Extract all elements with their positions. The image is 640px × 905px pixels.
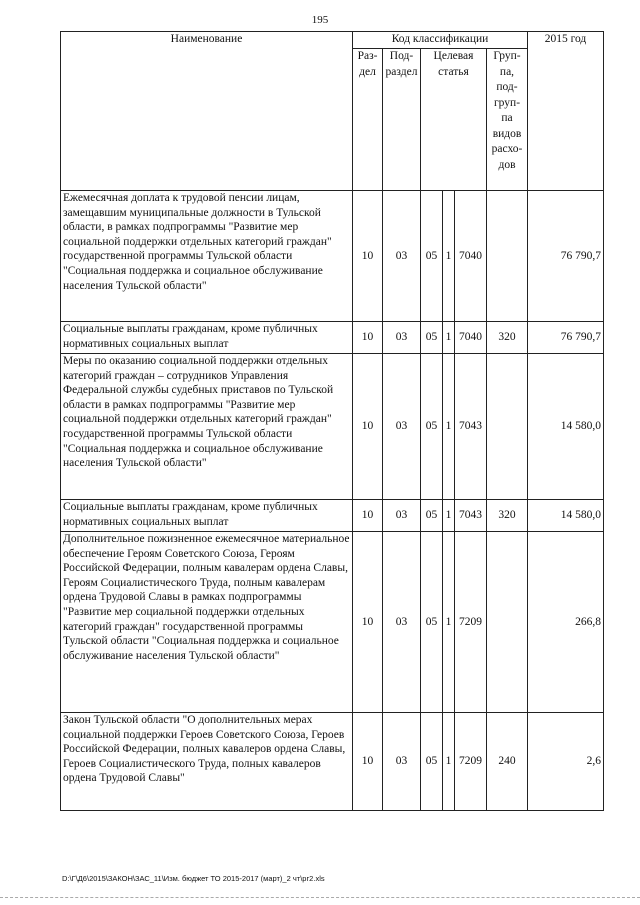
budget-table (60, 31, 604, 811)
row-target-program: 05 (421, 713, 443, 811)
row-target-program: 05 (421, 532, 443, 713)
row-target-subprogram: 1 (443, 532, 455, 713)
header-expense-group: Груп-па, под-груп-па видов расхо-дов (487, 49, 528, 191)
page-number: 195 (311, 14, 329, 26)
row-target-program: 05 (421, 500, 443, 532)
header-section: Раз-дел (353, 49, 383, 191)
row-subsection: 03 (383, 191, 421, 322)
row-section: 10 (353, 532, 383, 713)
table-row (61, 500, 604, 532)
row-section: 10 (353, 191, 383, 322)
row-section: 10 (353, 354, 383, 500)
row-amount: 76 790,7 (528, 191, 604, 322)
table-row (61, 191, 604, 322)
row-name: Социальные выплаты гражданам, кроме публичных нормативных социальных выплат (61, 322, 353, 354)
row-expense-group (487, 354, 528, 500)
file-path-footer: D:\Г\Д6\2015\ЗАКОН\ЗАС_11\Изм. бюджет ТО 2015-2017 (март)_2 чт\рг2.xls (62, 874, 325, 883)
row-name: Меры по оказанию социальной поддержки отдельных категорий граждан – сотрудников Управления Федеральной службы судебных приставов по Тульской области в рамках подпрограммы "Развитие мер социальной поддержки отдельных категорий граждан" государственной программы Тульской области "Социальная поддержка и социальное обслуживание населения Тульской области" (61, 354, 353, 500)
row-amount: 14 580,0 (528, 354, 604, 500)
row-target-program: 05 (421, 322, 443, 354)
row-target-code: 7040 (455, 322, 487, 354)
row-target-subprogram: 1 (443, 500, 455, 532)
row-target-code: 7209 (455, 532, 487, 713)
row-expense-group: 320 (487, 322, 528, 354)
header-row-top (61, 32, 604, 49)
row-section: 10 (353, 500, 383, 532)
row-section: 10 (353, 713, 383, 811)
row-expense-group: 240 (487, 713, 528, 811)
row-target-subprogram: 1 (443, 191, 455, 322)
row-amount: 266,8 (528, 532, 604, 713)
header-subsection: Под-раздел (383, 49, 421, 191)
row-target-code: 7209 (455, 713, 487, 811)
row-target-subprogram: 1 (443, 354, 455, 500)
row-name: Закон Тульской области "О дополнительных мерах социальной поддержки Героев Советского Союза, Героев Российской Федерации, полных кавалеров ордена Славы, Героев Социалистического Труда, полных кавалеров ордена Трудовой Славы" (61, 713, 353, 811)
row-amount: 2,6 (528, 713, 604, 811)
row-target-code: 7043 (455, 354, 487, 500)
row-amount: 14 580,0 (528, 500, 604, 532)
row-subsection: 03 (383, 500, 421, 532)
header-classification: Код классификации (353, 32, 528, 49)
row-target-code: 7043 (455, 500, 487, 532)
row-subsection: 03 (383, 322, 421, 354)
row-name: Социальные выплаты гражданам, кроме публичных нормативных социальных выплат (61, 500, 353, 532)
row-subsection: 03 (383, 532, 421, 713)
row-subsection: 03 (383, 354, 421, 500)
row-section: 10 (353, 322, 383, 354)
row-target-program: 05 (421, 354, 443, 500)
header-name: Наименование (61, 32, 353, 191)
row-expense-group (487, 532, 528, 713)
row-target-subprogram: 1 (443, 713, 455, 811)
table-row (61, 713, 604, 811)
row-name: Дополнительное пожизненное ежемесячное материальное обеспечение Героям Советского Союза, Героям Российской Федерации, полным кавалерам ордена Славы, Героям Социалистического Труда, полным кавалерам ордена Трудовой Славы в рамках подпрограммы "Развитие мер социальной поддержки отдельных категорий граждан" государственной программы Тульской области "Социальная поддержка и социальное обслуживание населения Тульской области" (61, 532, 353, 713)
row-expense-group: 320 (487, 500, 528, 532)
row-target-subprogram: 1 (443, 322, 455, 354)
row-name: Ежемесячная доплата к трудовой пенсии лицам, замещавшим муниципальные должности в Тульской области, в рамках подпрограммы "Развитие мер социальной поддержки отдельных категорий граждан" государственной программы Тульской области "Социальная поддержка и социальное обслуживание населения Тульской области" (61, 191, 353, 322)
row-target-program: 05 (421, 191, 443, 322)
header-year: 2015 год (528, 32, 604, 191)
table-row (61, 322, 604, 354)
table-row (61, 354, 604, 500)
row-expense-group (487, 191, 528, 322)
row-target-code: 7040 (455, 191, 487, 322)
row-subsection: 03 (383, 713, 421, 811)
bottom-divider (0, 897, 640, 898)
header-target: Целевая статья (421, 49, 487, 191)
row-amount: 76 790,7 (528, 322, 604, 354)
table-row (61, 532, 604, 713)
